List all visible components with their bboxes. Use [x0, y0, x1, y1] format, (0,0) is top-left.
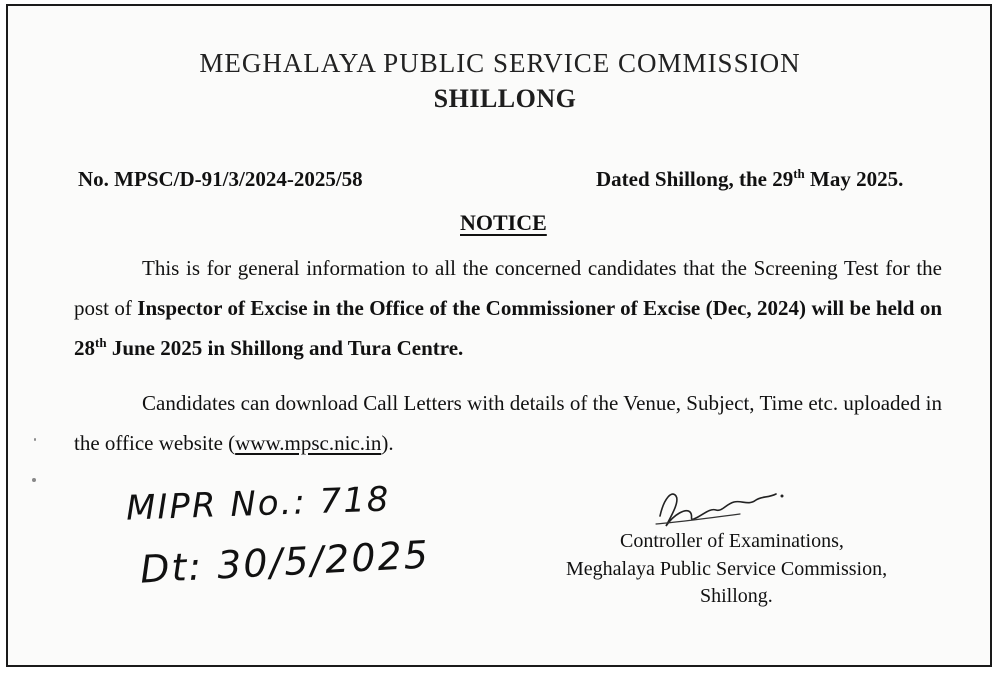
website-link[interactable]: www.mpsc.nic.in — [235, 431, 382, 455]
para1-text: This is for general information to all the concerned candidates that the Screening Test for the post of — [74, 256, 942, 320]
date-ordinal: th — [793, 166, 805, 181]
handwritten-date: Dt: 30/5/2025 — [139, 532, 431, 592]
signatory-organization: Meghalaya Public Service Commission, — [566, 558, 888, 580]
signatory-city: Shillong. — [700, 585, 773, 607]
paper-speck — [32, 478, 36, 482]
para1-bold-text: Inspector of Excise in the Office of the Commissioner of Excise (Dec, 2024) will be held on 28 — [74, 296, 942, 360]
para1-bold-end: June 2025 in Shillong and Tura Centre. — [106, 336, 464, 360]
date-prefix: Dated Shillong, the 29 — [596, 167, 794, 191]
signature-scribble — [630, 478, 790, 538]
date-suffix: May 2025. — [804, 167, 904, 191]
reference-number: No. MPSC/D-91/3/2024-2025/58 — [78, 167, 363, 191]
notice-heading: NOTICE — [460, 210, 547, 235]
paper-speck — [34, 438, 36, 441]
notice-date — [596, 167, 903, 192]
commission-city: SHILLONG — [433, 84, 577, 113]
notice-paragraph-1 — [74, 248, 942, 368]
notice-paragraph-2 — [74, 383, 942, 463]
para2-end: ). — [381, 431, 394, 455]
commission-title: MEGHALAYA PUBLIC SERVICE COMMISSION — [199, 48, 801, 78]
para2-text: Candidates can download Call Letters with details of the Venue, Subject, Time etc. uploaded in the office website ( — [74, 391, 942, 455]
para1-ordinal: th — [95, 335, 107, 350]
handwritten-mipr-number: MIPR No.: 718 — [125, 479, 392, 529]
signatory-title: Controller of Examinations, — [620, 530, 844, 552]
